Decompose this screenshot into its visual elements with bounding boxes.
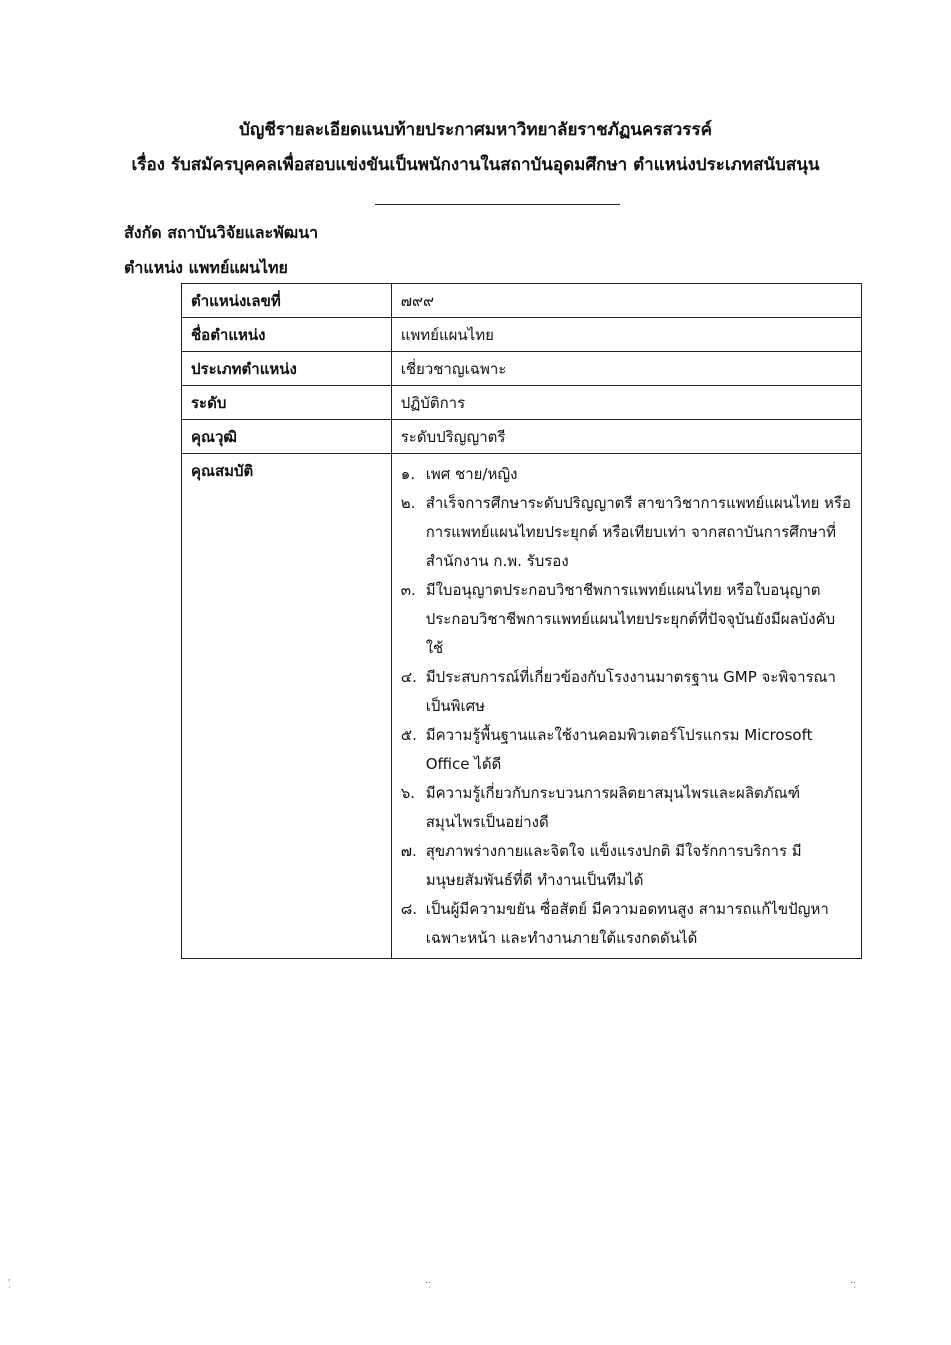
table-row bbox=[182, 284, 862, 318]
list-item bbox=[401, 663, 852, 721]
qualifications-list bbox=[401, 460, 852, 953]
item-text: มีประสบการณ์ที่เกี่ยวข้องกับโรงงานมาตรฐาน GMP จะพิจารณาเป็นพิเศษ bbox=[425, 668, 836, 715]
item-number: ๘. bbox=[400, 900, 418, 918]
row-value: ระดับปริญญาตรี bbox=[391, 420, 861, 454]
list-item bbox=[401, 721, 852, 779]
row-label: ตำแหน่งเลขที่ bbox=[182, 284, 392, 318]
item-number: ๔. bbox=[400, 668, 417, 686]
item-text: มีความรู้เกี่ยวกับกระบวนการผลิตยาสมุนไพรและผลิตภัณฑ์สมุนไพรเป็นอย่างดี bbox=[425, 784, 801, 831]
document-title: บัญชีรายละเอียดแนบท้ายประกาศมหาวิทยาลัยราชภัฏนครสวรรค์ bbox=[239, 120, 712, 140]
list-item bbox=[401, 460, 852, 489]
position-detail-table bbox=[181, 283, 862, 959]
row-value: ๗๙๙ bbox=[391, 284, 861, 318]
item-number: ๖. bbox=[400, 784, 416, 802]
list-item bbox=[401, 779, 852, 837]
item-text: สำเร็จการศึกษาระดับปริญญาตรี สาขาวิชาการแพทย์แผนไทย หรือการแพทย์แผนไทยประยุกต์ หรือเทียบเท่า จากสถาบันการศึกษาที่สำนักงาน ก.พ. รับรอง bbox=[425, 494, 851, 570]
item-number: ๒. bbox=[400, 494, 416, 512]
row-label: ชื่อตำแหน่ง bbox=[182, 318, 392, 352]
row-label: คุณวุฒิ bbox=[182, 420, 392, 454]
item-text: เป็นผู้มีความขยัน ซื่อสัตย์ มีความอดทนสูง สามารถแก้ไขปัญหาเฉพาะหน้า และทำงานภายใต้แรงกดดันได้ bbox=[425, 900, 829, 947]
item-number: ๕. bbox=[400, 726, 417, 744]
list-item bbox=[401, 837, 852, 895]
table-row bbox=[182, 420, 862, 454]
item-text: มีความรู้พื้นฐานและใช้งานคอมพิวเตอร์โปรแกรม Microsoft Office ได้ดี bbox=[425, 726, 813, 773]
row-value: ปฏิบัติการ bbox=[391, 386, 861, 420]
scan-mark-left: 'ٜ bbox=[8, 1278, 10, 1289]
list-item bbox=[401, 895, 852, 953]
item-text: สุขภาพร่างกายและจิตใจ แข็งแรงปกติ มีใจรักการบริการ มีมนุษยสัมพันธ์ที่ดี ทำงานเป็นทีมได้ bbox=[425, 842, 802, 889]
affiliation: สังกัด สถาบันวิจัยและพัฒนา bbox=[124, 223, 319, 242]
scan-mark-center: ··ٜ bbox=[425, 1278, 431, 1289]
row-value: เชี่ยวชาญเฉพาะ bbox=[391, 352, 861, 386]
row-label: ระดับ bbox=[182, 386, 392, 420]
row-label: คุณสมบัติ bbox=[182, 454, 392, 959]
item-text: มีใบอนุญาตประกอบวิชาชีพการแพทย์แผนไทย หรือใบอนุญาตประกอบวิชาชีพการแพทย์แผนไทยประยุกต์ที่ปัจจุบันยังมีผลบังคับใช้ bbox=[425, 581, 836, 657]
table-row bbox=[182, 386, 862, 420]
scan-mark-right: ··ٜ bbox=[850, 1278, 856, 1289]
table-row bbox=[182, 352, 862, 386]
qualifications-cell bbox=[391, 454, 861, 959]
item-number: ๗. bbox=[400, 842, 417, 860]
item-number: ๓. bbox=[400, 581, 416, 599]
row-label: ประเภทตำแหน่ง bbox=[182, 352, 392, 386]
table-row bbox=[182, 318, 862, 352]
document-subject: เรื่อง รับสมัครบุคคลเพื่อสอบแข่งขันเป็นพนักงานในสถาบันอุดมศึกษา ตำแหน่งประเภทสนับสนุน bbox=[131, 155, 820, 175]
list-item bbox=[401, 576, 852, 663]
row-value: แพทย์แผนไทย bbox=[391, 318, 861, 352]
item-number: ๑. bbox=[400, 465, 416, 483]
position-heading: ตำแหน่ง แพทย์แผนไทย bbox=[124, 258, 288, 277]
list-item bbox=[401, 489, 852, 576]
item-text: เพศ ชาย/หญิง bbox=[425, 465, 518, 483]
table-row-qualifications bbox=[182, 454, 862, 959]
title-underline bbox=[375, 204, 620, 205]
